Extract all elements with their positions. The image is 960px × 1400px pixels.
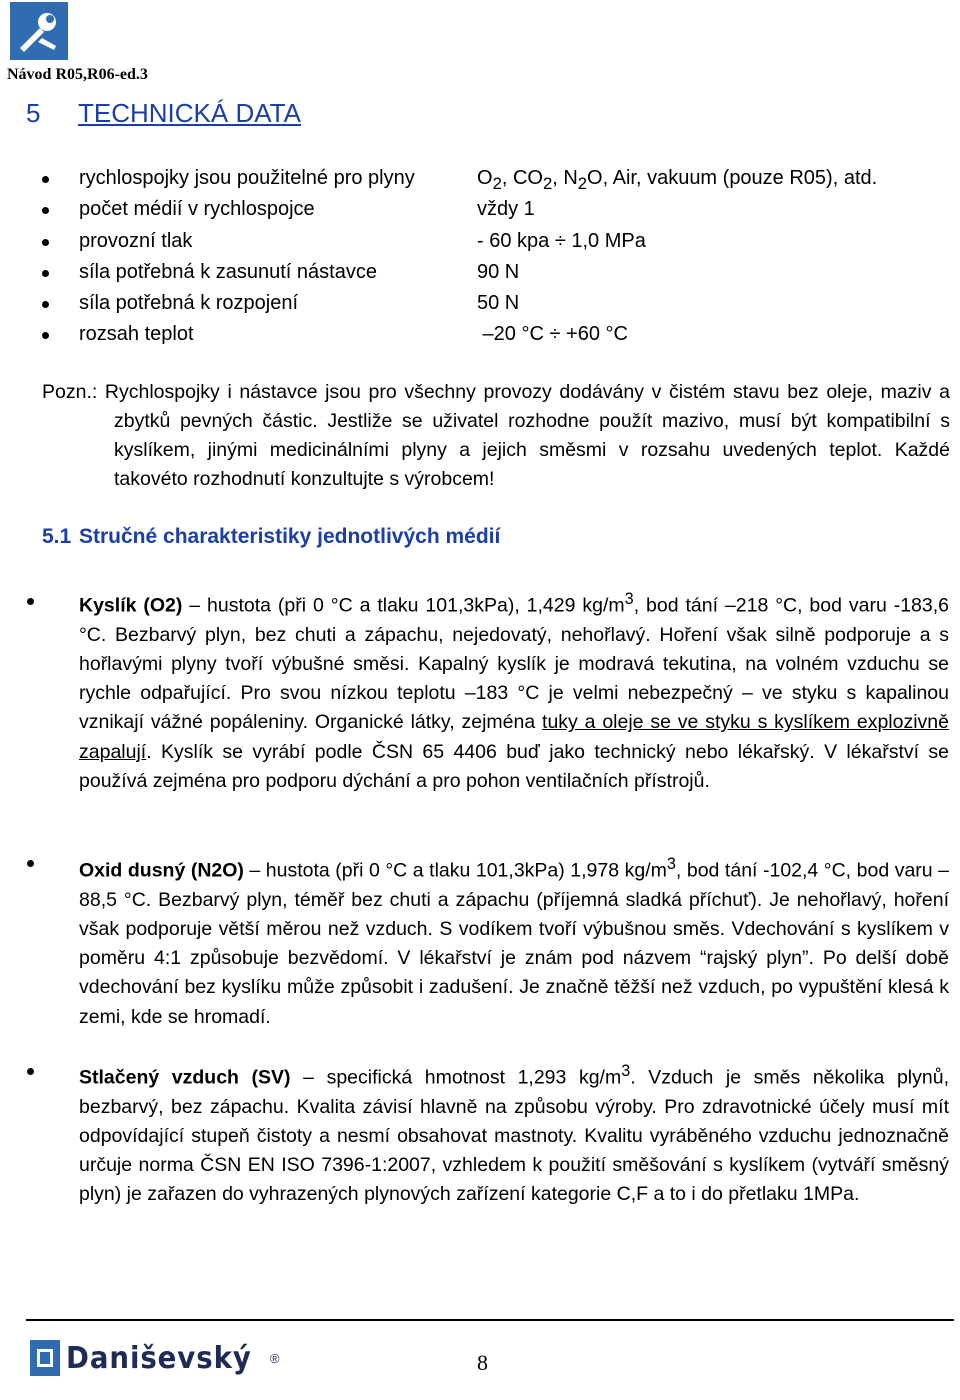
spec-row bbox=[0, 227, 960, 258]
spec-value: 90 N bbox=[477, 260, 520, 283]
spec-row bbox=[0, 289, 960, 320]
spec-label: rozsah teplot bbox=[79, 323, 194, 346]
bullet-icon bbox=[42, 207, 49, 214]
spec-value: $O_2$, $CO_2$, $N_2O$, Air, vakuum (pouze R05), atd. bbox=[477, 167, 878, 193]
note-text: Pozn.: Rychlospojky i nástavce jsou pro všechny provozy dodávány v čistém stavu bez oleje, maziv a zbytků pevných částic. Jestliže se uživatel rozhodne použít mazivo, musí být kompatibilní s kyslíkem, jinými medicinálními plyny a jejich směsmi v rozsahu uvedených teplot. Každé takovéto rozhodnutí konzultujte s výrobcem! bbox=[42, 381, 950, 490]
spec-value: 50 N bbox=[477, 292, 520, 315]
footer-brand-logo bbox=[30, 1340, 280, 1376]
spec-label: počet médií v rychlospojce bbox=[79, 198, 315, 221]
spec-label: rychlospojky jsou použitelné pro plyny bbox=[79, 167, 415, 189]
section-title bbox=[26, 98, 301, 129]
spec-value: –20 °C ÷ +60 °C bbox=[477, 323, 628, 346]
registered-mark: ® bbox=[269, 1350, 280, 1366]
brand-mark-icon bbox=[30, 1340, 60, 1376]
bullet-icon bbox=[27, 860, 34, 867]
bullet-icon bbox=[42, 301, 49, 308]
spec-row bbox=[0, 164, 960, 195]
page-number: 8 bbox=[477, 1350, 488, 1375]
bullet-icon bbox=[27, 598, 34, 605]
section-title-text: TECHNICKÁ DATA bbox=[78, 98, 301, 128]
subsection-title-text: Stručné charakteristiky jednotlivých médií bbox=[79, 525, 501, 548]
spec-label: provozní tlak bbox=[79, 229, 193, 252]
spec-label: síla potřebná k zasunutí nástavce bbox=[79, 260, 377, 283]
note-paragraph bbox=[42, 378, 950, 494]
company-logo-icon bbox=[10, 2, 68, 60]
bullet-icon bbox=[42, 332, 49, 339]
subsection-title bbox=[42, 525, 500, 549]
bullet-icon bbox=[42, 270, 49, 277]
technical-specs-list bbox=[0, 164, 960, 352]
brand-name: Daniševský bbox=[66, 1340, 252, 1376]
media-oxygen-paragraph: Kyslík (O2) – hustota (při 0 °C a tlaku 101,3kPa), 1,429 $kg/m^3$, bod tání –218 °C, bod varu -183,6 °C. Bezbarvý plyn, bez chuti a zápachu, nejedovatý, nehořlavý. Hoření však silně podporuje a s hořlavými plyny tvoří výbušné směsi. Kapalný kyslík je modravá tekutina, na volném vzduchu se rychle odpařující. Pro svou nízkou teplotu –183 °C je velmi nebezpečný – ve styku s kapalinou vznikají vážné popáleniny. Organické látky, zejména tuky a oleje se ve styku s kyslíkem explozivně zapalují. Kyslík se vyrábí podle ČSN 65 4406 buď jako technický nebo lékařský. V lékařství se používá zejména pro podporu dýchání a pro pohon ventilačních přístrojů. bbox=[79, 590, 950, 792]
spec-row bbox=[0, 195, 960, 226]
bullet-icon bbox=[27, 1068, 34, 1075]
document-code: Návod R05,R06-ed.3 bbox=[7, 66, 148, 83]
spec-label: síla potřebná k rozpojení bbox=[79, 292, 299, 315]
spec-value: - 60 kpa ÷ 1,0 MPa bbox=[477, 229, 646, 252]
subsection-number: 5.1 bbox=[42, 525, 72, 548]
section-number: 5 bbox=[26, 98, 41, 128]
bullet-icon bbox=[42, 176, 49, 183]
spec-value: vždy 1 bbox=[477, 198, 535, 221]
wrench-tool-icon bbox=[10, 2, 68, 60]
media-compressed-air-paragraph: Stlačený vzduch (SV) – specifická hmotnost 1,293 $kg/m^3$. Vzduch je směs několika plynů, bezbarvý, bez zápachu. Kvalita závisí hlavně na způsobu výroby. Pro zdravotnické účely musí mít odpovídající stupeň čistoty a nesmí obsahovat mastnoty. Kvalitu vyráběného vzduchu jednoznačně určuje norma ČSN EN ISO 7396-1:2007, vzhledem k použití směšování s kyslíkem (vytváří směsný plyn) je zařazen do vyhrazených plynových zařízení kategorie C,F a to i do přetlaku 1MPa. bbox=[79, 1062, 949, 1206]
spec-row bbox=[0, 320, 960, 351]
media-nitrous-oxide-paragraph: Oxid dusný (N2O) – hustota (při 0 °C a tlaku 101,3kPa) 1,978 $kg/m^3$, bod tání -102,4 °C, bod varu –88,5 °C. Bezbarvý plyn, téměř bez chuti a zápachu (příjemná sladká příchuť). Je nehořlavý, hoření však podporuje větší měrou než vzduch. S vodíkem tvoří výbušnou směs. Vdechování s kyslíkem v poměru 4:1 způsobuje bezvědomí. V lékařství je znám pod názvem “rajský plyn”. Po delší době vdechování bez kyslíku může způsobit i zadušení. Je značně těžší než vzduch, po vypuštění klesá k zemi, kde se hromadí. bbox=[79, 855, 949, 1028]
footer-divider bbox=[26, 1319, 954, 1321]
bullet-icon bbox=[42, 239, 49, 246]
spec-row bbox=[0, 258, 960, 289]
